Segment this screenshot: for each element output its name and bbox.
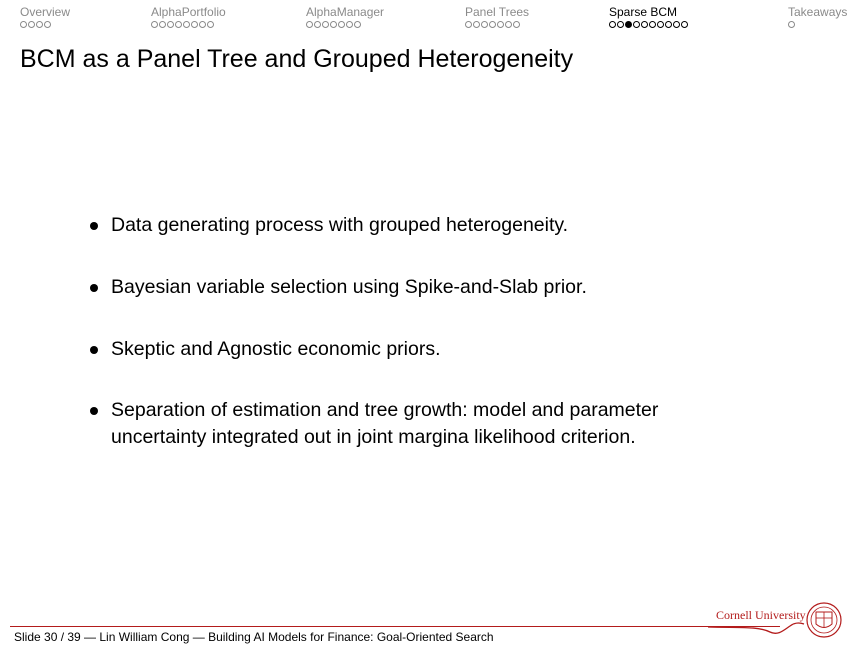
slide-dot[interactable] <box>28 21 35 28</box>
slide-dot[interactable] <box>497 21 504 28</box>
nav-label[interactable]: Overview <box>20 5 71 19</box>
nav-label[interactable]: AlphaManager <box>306 5 385 19</box>
nav-dots[interactable] <box>20 21 70 31</box>
nav-section-takeaways[interactable] <box>788 5 847 31</box>
slide-dot[interactable] <box>346 21 353 28</box>
bullet-icon <box>90 284 98 292</box>
slide-dot[interactable] <box>649 21 656 28</box>
slide-dot[interactable] <box>151 21 158 28</box>
slide-dot[interactable] <box>505 21 512 28</box>
slide-dot[interactable] <box>609 21 616 28</box>
navigation-bar <box>0 0 865 40</box>
slide-dot[interactable] <box>199 21 206 28</box>
slide-dot[interactable] <box>641 21 648 28</box>
slide-dot[interactable] <box>44 21 51 28</box>
slide-dot[interactable] <box>183 21 190 28</box>
bullet-item <box>88 397 751 451</box>
slide-dot[interactable] <box>481 21 488 28</box>
bullet-text: Skeptic and Agnostic economic priors. <box>111 338 441 360</box>
cornell-logo <box>708 600 858 650</box>
slide-dot[interactable] <box>306 21 313 28</box>
nav-label[interactable]: Panel Trees <box>465 5 530 19</box>
nav-section-overview[interactable] <box>20 5 70 31</box>
slide-title: BCM as a Panel Tree and Grouped Heterogeneity <box>20 45 574 73</box>
slide-dot[interactable] <box>167 21 174 28</box>
slide-dot[interactable] <box>513 21 520 28</box>
slide-dot[interactable] <box>175 21 182 28</box>
footer-text: Slide 30 / 39 — Lin William Cong — Building AI Models for Finance: Goal-Oriented Search <box>14 630 494 644</box>
slide-dot[interactable] <box>354 21 361 28</box>
slide-dot[interactable] <box>191 21 198 28</box>
nav-dots[interactable] <box>306 21 384 31</box>
bullet-icon <box>90 346 98 354</box>
bullet-icon <box>90 407 98 415</box>
slide-dot[interactable] <box>673 21 680 28</box>
slide-dot[interactable] <box>788 21 795 28</box>
slide-dot[interactable] <box>665 21 672 28</box>
nav-label[interactable]: Takeaways <box>788 5 848 19</box>
bullet-text: Bayesian variable selection using Spike-and-Slab prior. <box>111 276 587 298</box>
nav-section-alphaportfolio[interactable] <box>151 5 226 31</box>
slide-dot[interactable] <box>322 21 329 28</box>
slide-dot[interactable] <box>159 21 166 28</box>
nav-dots[interactable] <box>151 21 226 31</box>
nav-dots[interactable] <box>465 21 529 31</box>
bullet-item <box>88 336 751 363</box>
slide-dot[interactable] <box>489 21 496 28</box>
slide-dot[interactable] <box>20 21 27 28</box>
bullet-icon <box>90 222 98 230</box>
nav-label[interactable]: AlphaPortfolio <box>151 5 226 19</box>
footer-divider <box>10 626 780 627</box>
nav-section-sparse-bcm[interactable] <box>609 5 689 31</box>
nav-dots[interactable] <box>609 21 689 31</box>
slide-dot[interactable] <box>465 21 472 28</box>
slide-dot[interactable] <box>207 21 214 28</box>
logo-text: Cornell University <box>716 608 806 622</box>
bullet-text: Separation of estimation and tree growth: model and parameter uncertainty integrated out in joint margina likelihood criterion. <box>111 399 659 448</box>
slide-dot[interactable] <box>473 21 480 28</box>
slide-dot[interactable] <box>617 21 624 28</box>
bullet-text: Data generating process with grouped heterogeneity. <box>111 214 569 236</box>
bullet-item <box>88 274 751 301</box>
cornell-seal-icon <box>708 600 858 650</box>
slide-dot[interactable] <box>314 21 321 28</box>
slide-dot[interactable] <box>681 21 688 28</box>
current-slide-dot[interactable] <box>625 21 632 28</box>
slide-dot[interactable] <box>633 21 640 28</box>
slide-dot[interactable] <box>338 21 345 28</box>
slide-dot[interactable] <box>36 21 43 28</box>
nav-label[interactable]: Sparse BCM <box>609 5 678 19</box>
bullet-item <box>88 212 751 239</box>
nav-dots[interactable] <box>788 21 847 31</box>
slide-dot[interactable] <box>330 21 337 28</box>
nav-section-panel-trees[interactable] <box>465 5 529 31</box>
slide-dot[interactable] <box>657 21 664 28</box>
nav-section-alphamanager[interactable] <box>306 5 384 31</box>
